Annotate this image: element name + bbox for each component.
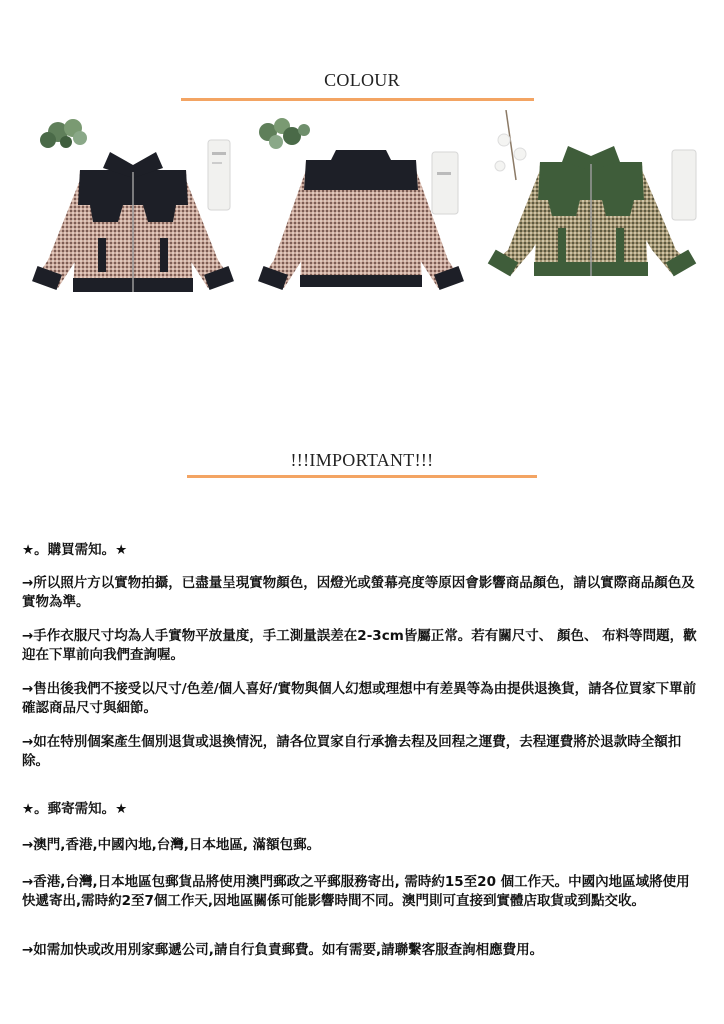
shipping-note-3: →如需加快或改用別家郵遞公司,請自行負責郵費。如有需要,請聯繫客服查詢相應費用。: [22, 942, 544, 958]
shipping-title: ★。郵寄需知。★: [22, 801, 128, 817]
product-image-green-front: [476, 110, 706, 300]
colour-divider: [181, 98, 534, 101]
jacket-green-front-illustration: [476, 110, 706, 300]
paper-roll-decoration: [208, 140, 230, 210]
purchase-note-3: →售出後我們不接受以尺寸/色差/個人喜好/實物與個人幻想或理想中有差異等為由提供退換貨，請各位買家下單前確認商品尺寸與細節。: [22, 681, 697, 716]
plant-decoration: [259, 118, 310, 149]
purchase-title: ★。購買需知。★: [22, 542, 128, 558]
purchase-note-1: →所以照片方以實物拍攝，已盡量呈現實物顏色，因燈光或螢幕亮度等原因會影響商品顏色，請以實際商品顏色及實物為準。: [22, 575, 695, 610]
purchase-note-4: →如在特別個案產生個別退貨或退換情況，請各位買家自行承擔去程及回程之運費，去程運費將於退款時全額扣除。: [22, 734, 682, 769]
purchase-note-2: →手作衣服尺寸均為人手實物平放量度，手工測量誤差在2-3cm皆屬正常。若有關尺寸、 顏色、 布料等問題，歡迎在下單前向我們查詢喔。: [22, 628, 697, 663]
important-divider: [187, 475, 537, 478]
plant-decoration: [40, 119, 87, 148]
paper-roll-decoration: [672, 150, 696, 220]
product-image-black-front: [18, 110, 248, 300]
colour-heading: COLOUR: [324, 70, 400, 90]
jacket-black-front-illustration: [18, 110, 248, 300]
paper-roll-decoration: [432, 152, 458, 214]
cotton-branch-decoration: [495, 110, 526, 180]
important-heading: !!!IMPORTANT!!!: [290, 450, 434, 470]
jacket-black-back-illustration: [246, 110, 476, 300]
shipping-note-1: →澳門,香港,中國內地,台灣,日本地區, 滿額包郵。: [22, 837, 321, 853]
product-image-black-back: [246, 110, 476, 300]
shipping-note-2: →香港,台灣,日本地區包郵貨品將使用澳門郵政之平郵服務寄出, 需時約15至20 個工作天。中國內地區域將使用快遞寄出,需時約2至7個工作天,因地區關係可能影響時間不同。澳門則可直接到實體店取貨或到點交收。: [22, 874, 690, 909]
